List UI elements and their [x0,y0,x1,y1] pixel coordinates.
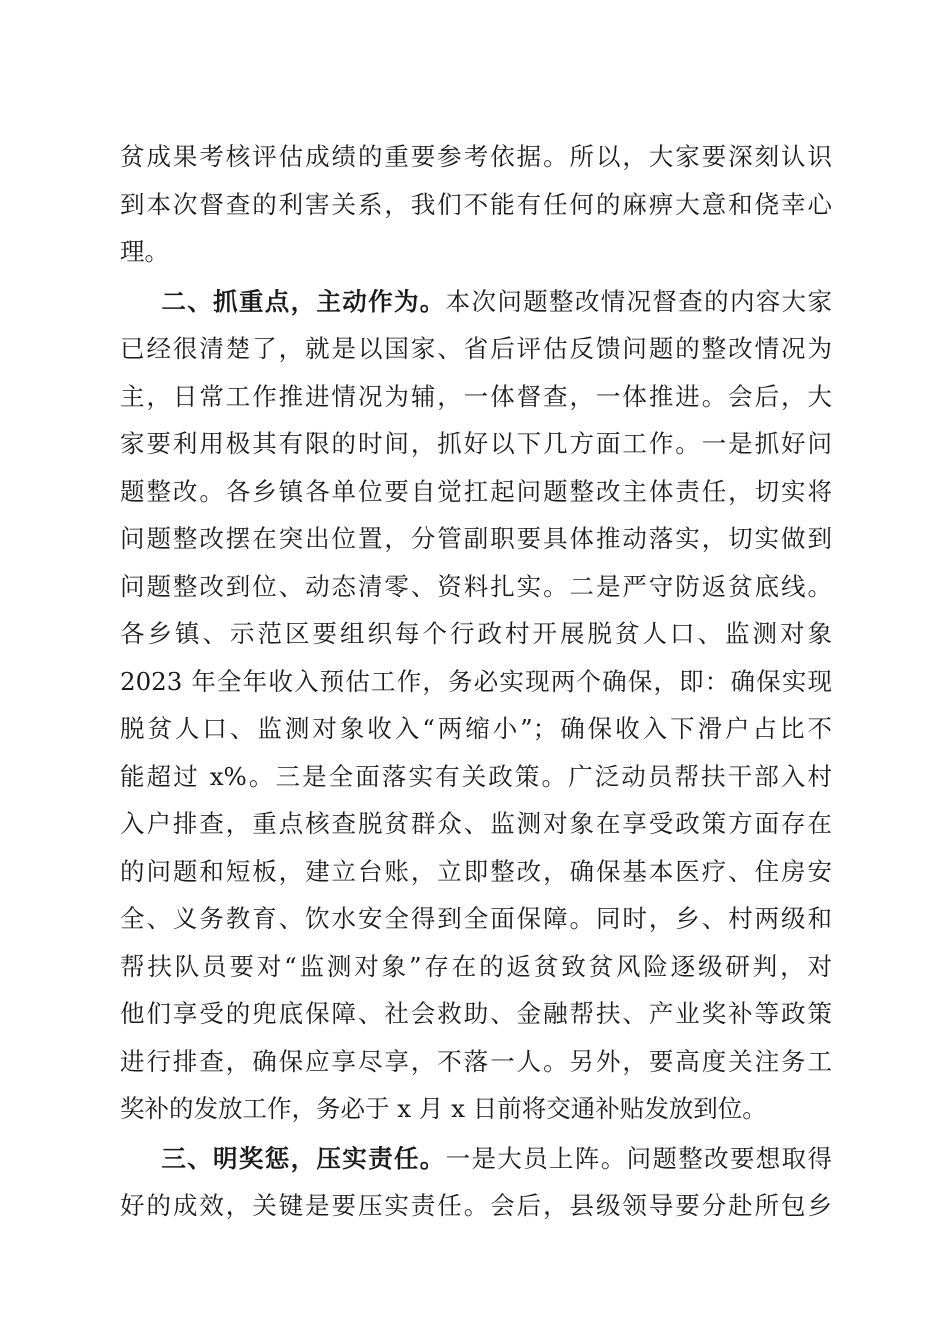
text-line: 好的成效，关键是要压实责任。会后，县级领导要分赴所包乡 [120,1191,832,1220]
section-heading: 二、抓重点，主动作为。 [160,286,446,316]
text-line: 入户排查，重点核查脱贫群众、监测对象在享受政策方面存在 [120,809,832,838]
document-body [120,133,832,1230]
text-line: 进行排查，确保应享尽享，不落一人。另外，要高度关注务工 [120,1046,832,1076]
text-line: 各乡镇、示范区要组织每个行政村开展脱贫人口、监测对象 [120,619,832,648]
text-line: 家要利用极其有限的时间，抓好以下几方面工作。一是抓好问 [120,429,832,458]
text-line: 理。 [120,237,169,266]
paragraph-1 [120,133,832,276]
text-line: 到本次督查的利害关系，我们不能有任何的麻痹大意和侥幸心 [120,189,832,219]
text-line: 能超过 x%。三是全面落实有关政策。广泛动员帮扶干部入村 [120,761,832,791]
text-line: 贫成果考核评估成绩的重要参考依据。所以，大家要深刻认识 [120,142,832,171]
text-line: 题整改。各乡镇各单位要自觉扛起问题整改主体责任，切实将 [120,476,832,506]
text-line: 主，日常工作推进情况为辅，一体督查，一体推进。会后，大 [120,381,832,411]
text-line: 已经很清楚了，就是以国家、省后评估反馈问题的整改情况为 [120,334,832,363]
text-line: 他们享受的兜底保障、社会救助、金融帮扶、产业奖补等政策 [120,999,832,1028]
text-line: 2023 年全年收入预估工作，务必实现两个确保，即：确保实现 [120,666,832,696]
paragraph-3 [120,1135,832,1230]
text-line: 奖补的发放工作，务必于 x 月 x 日前将交通补贴发放到位。 [120,1094,767,1123]
paragraph-first-line [120,278,832,326]
paragraph-first-line [120,1135,832,1183]
text-line: 帮扶队员要对“监测对象”存在的返贫致贫风险逐级研判，对 [120,951,832,981]
text-line: 脱贫人口、监测对象收入“两缩小”；确保收入下滑户占比不 [120,714,832,743]
text-run: 本次问题整改情况督查的内容大家 [445,286,832,316]
text-line: 的问题和短板，建立台账，立即整改，确保基本医疗、住房安 [120,856,832,886]
text-run: 一是大员上阵。问题整改要想取得 [445,1143,832,1173]
text-line: 全、义务教育、饮水安全得到全面保障。同时，乡、村两级和 [120,904,832,933]
paragraph-2 [120,278,832,1133]
text-line: 问题整改到位、动态清零、资料扎实。二是严守防返贫底线。 [120,571,832,601]
section-heading: 三、明奖惩，压实责任。 [160,1143,446,1173]
text-line: 问题整改摆在突出位置，分管副职要具体推动落实，切实做到 [120,524,832,553]
